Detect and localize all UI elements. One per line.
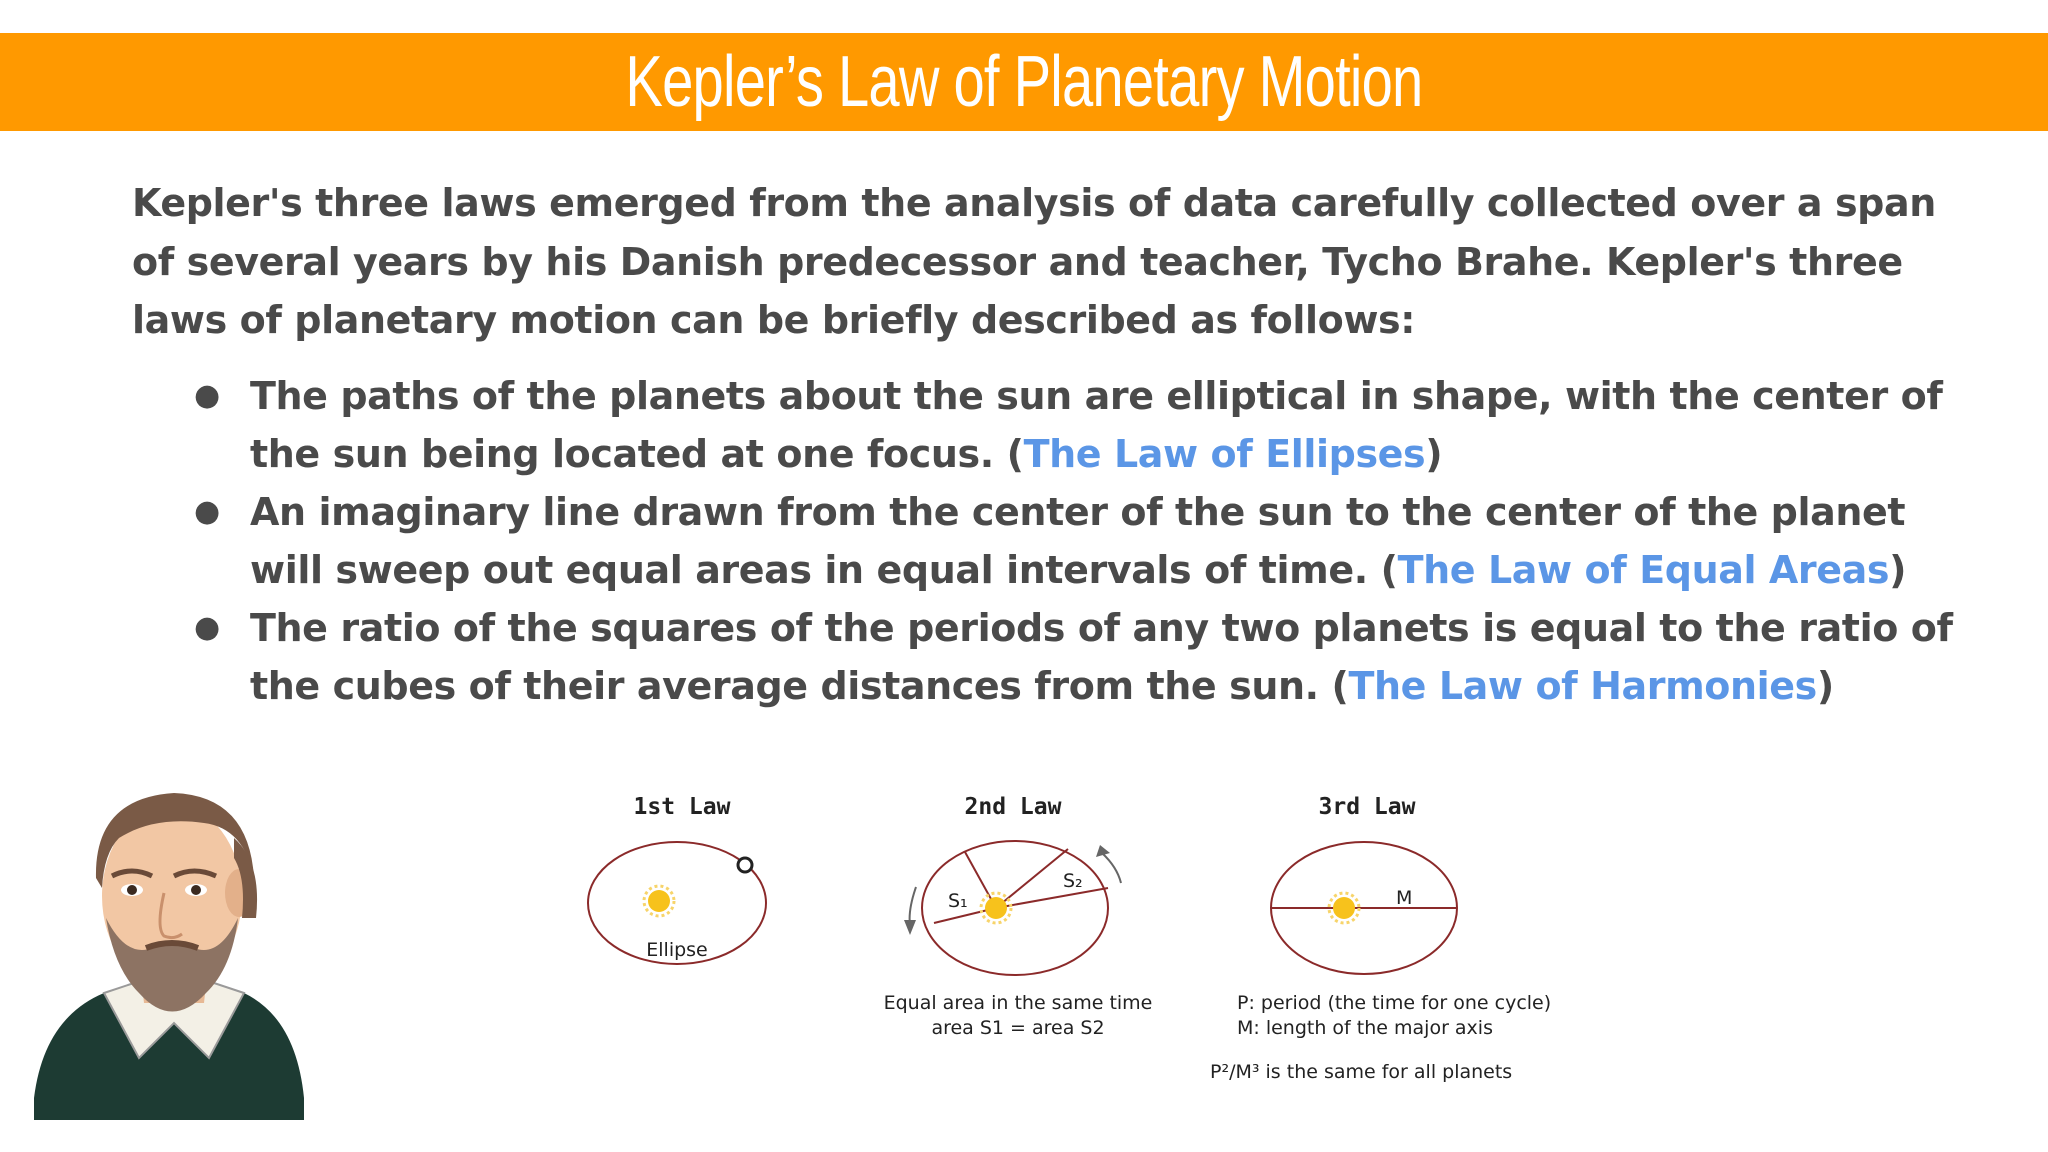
sun-icon [981,893,1011,923]
law-link-harmonies[interactable]: The Law of Harmonies [1348,664,1817,708]
law3-caption-3: P²/M³ is the same for all planets [1210,1061,1513,1083]
law1-heading: 1st Law [633,794,731,820]
law-link-equal-areas[interactable]: The Law of Equal Areas [1397,548,1890,592]
law2-caption-1: Equal area in the same time [883,992,1153,1014]
kepler-portrait [34,768,310,1120]
arrow-down-icon [910,887,916,925]
law-text: An imaginary line drawn from the center of the sun to the center of the planet will sweep out equal areas in equal intervals of time. ( [250,490,1906,592]
law-close: ) [1816,664,1834,708]
law-link-ellipses[interactable]: The Law of Ellipses [1023,432,1426,476]
law3-caption-1: P: period (the time for one cycle) [1237,992,1552,1014]
bullet: ● [194,610,220,645]
law3-m-label: M [1396,887,1413,909]
law-close: ) [1425,432,1443,476]
sun-icon [644,886,674,916]
law-text: The paths of the planets about the sun are elliptical in shape, with the center of the sun being located at one focus. ( [250,374,1943,476]
kepler-laws-diagram [560,775,1570,1105]
bullet: ● [194,494,220,529]
law1-ellipse-label: Ellipse [646,939,708,961]
list-item [132,483,1962,599]
law2-caption-2: area S1 = area S2 [931,1017,1105,1039]
law2-heading: 2nd Law [964,794,1062,820]
law2-s2-label: S₂ [1063,870,1083,892]
list-item [132,367,1962,483]
page-title: Kepler’s Law of Planetary Motion [625,42,1423,122]
law-text: The ratio of the squares of the periods of any two planets is equal to the ratio of the cubes of their average distances from the sun. ( [250,606,1953,708]
law2-s1-label: S₁ [948,890,968,912]
list-item [132,599,1962,715]
title-banner [0,33,2048,131]
intro-paragraph: Kepler's three laws emerged from the analysis of data carefully collected over a span of several years by his Danish predecessor and teacher, Tycho Brahe. Kepler's three laws of planetary motion can be briefly described as follows: [132,181,1936,342]
laws-list [132,367,1962,715]
arrow-up-icon [1102,853,1121,883]
planet-icon [738,858,752,872]
sun-icon [1329,893,1359,923]
law3-caption-2: M: length of the major axis [1237,1017,1493,1039]
law3-heading: 3rd Law [1318,794,1416,820]
bullet: ● [194,378,220,413]
law-close: ) [1889,548,1907,592]
